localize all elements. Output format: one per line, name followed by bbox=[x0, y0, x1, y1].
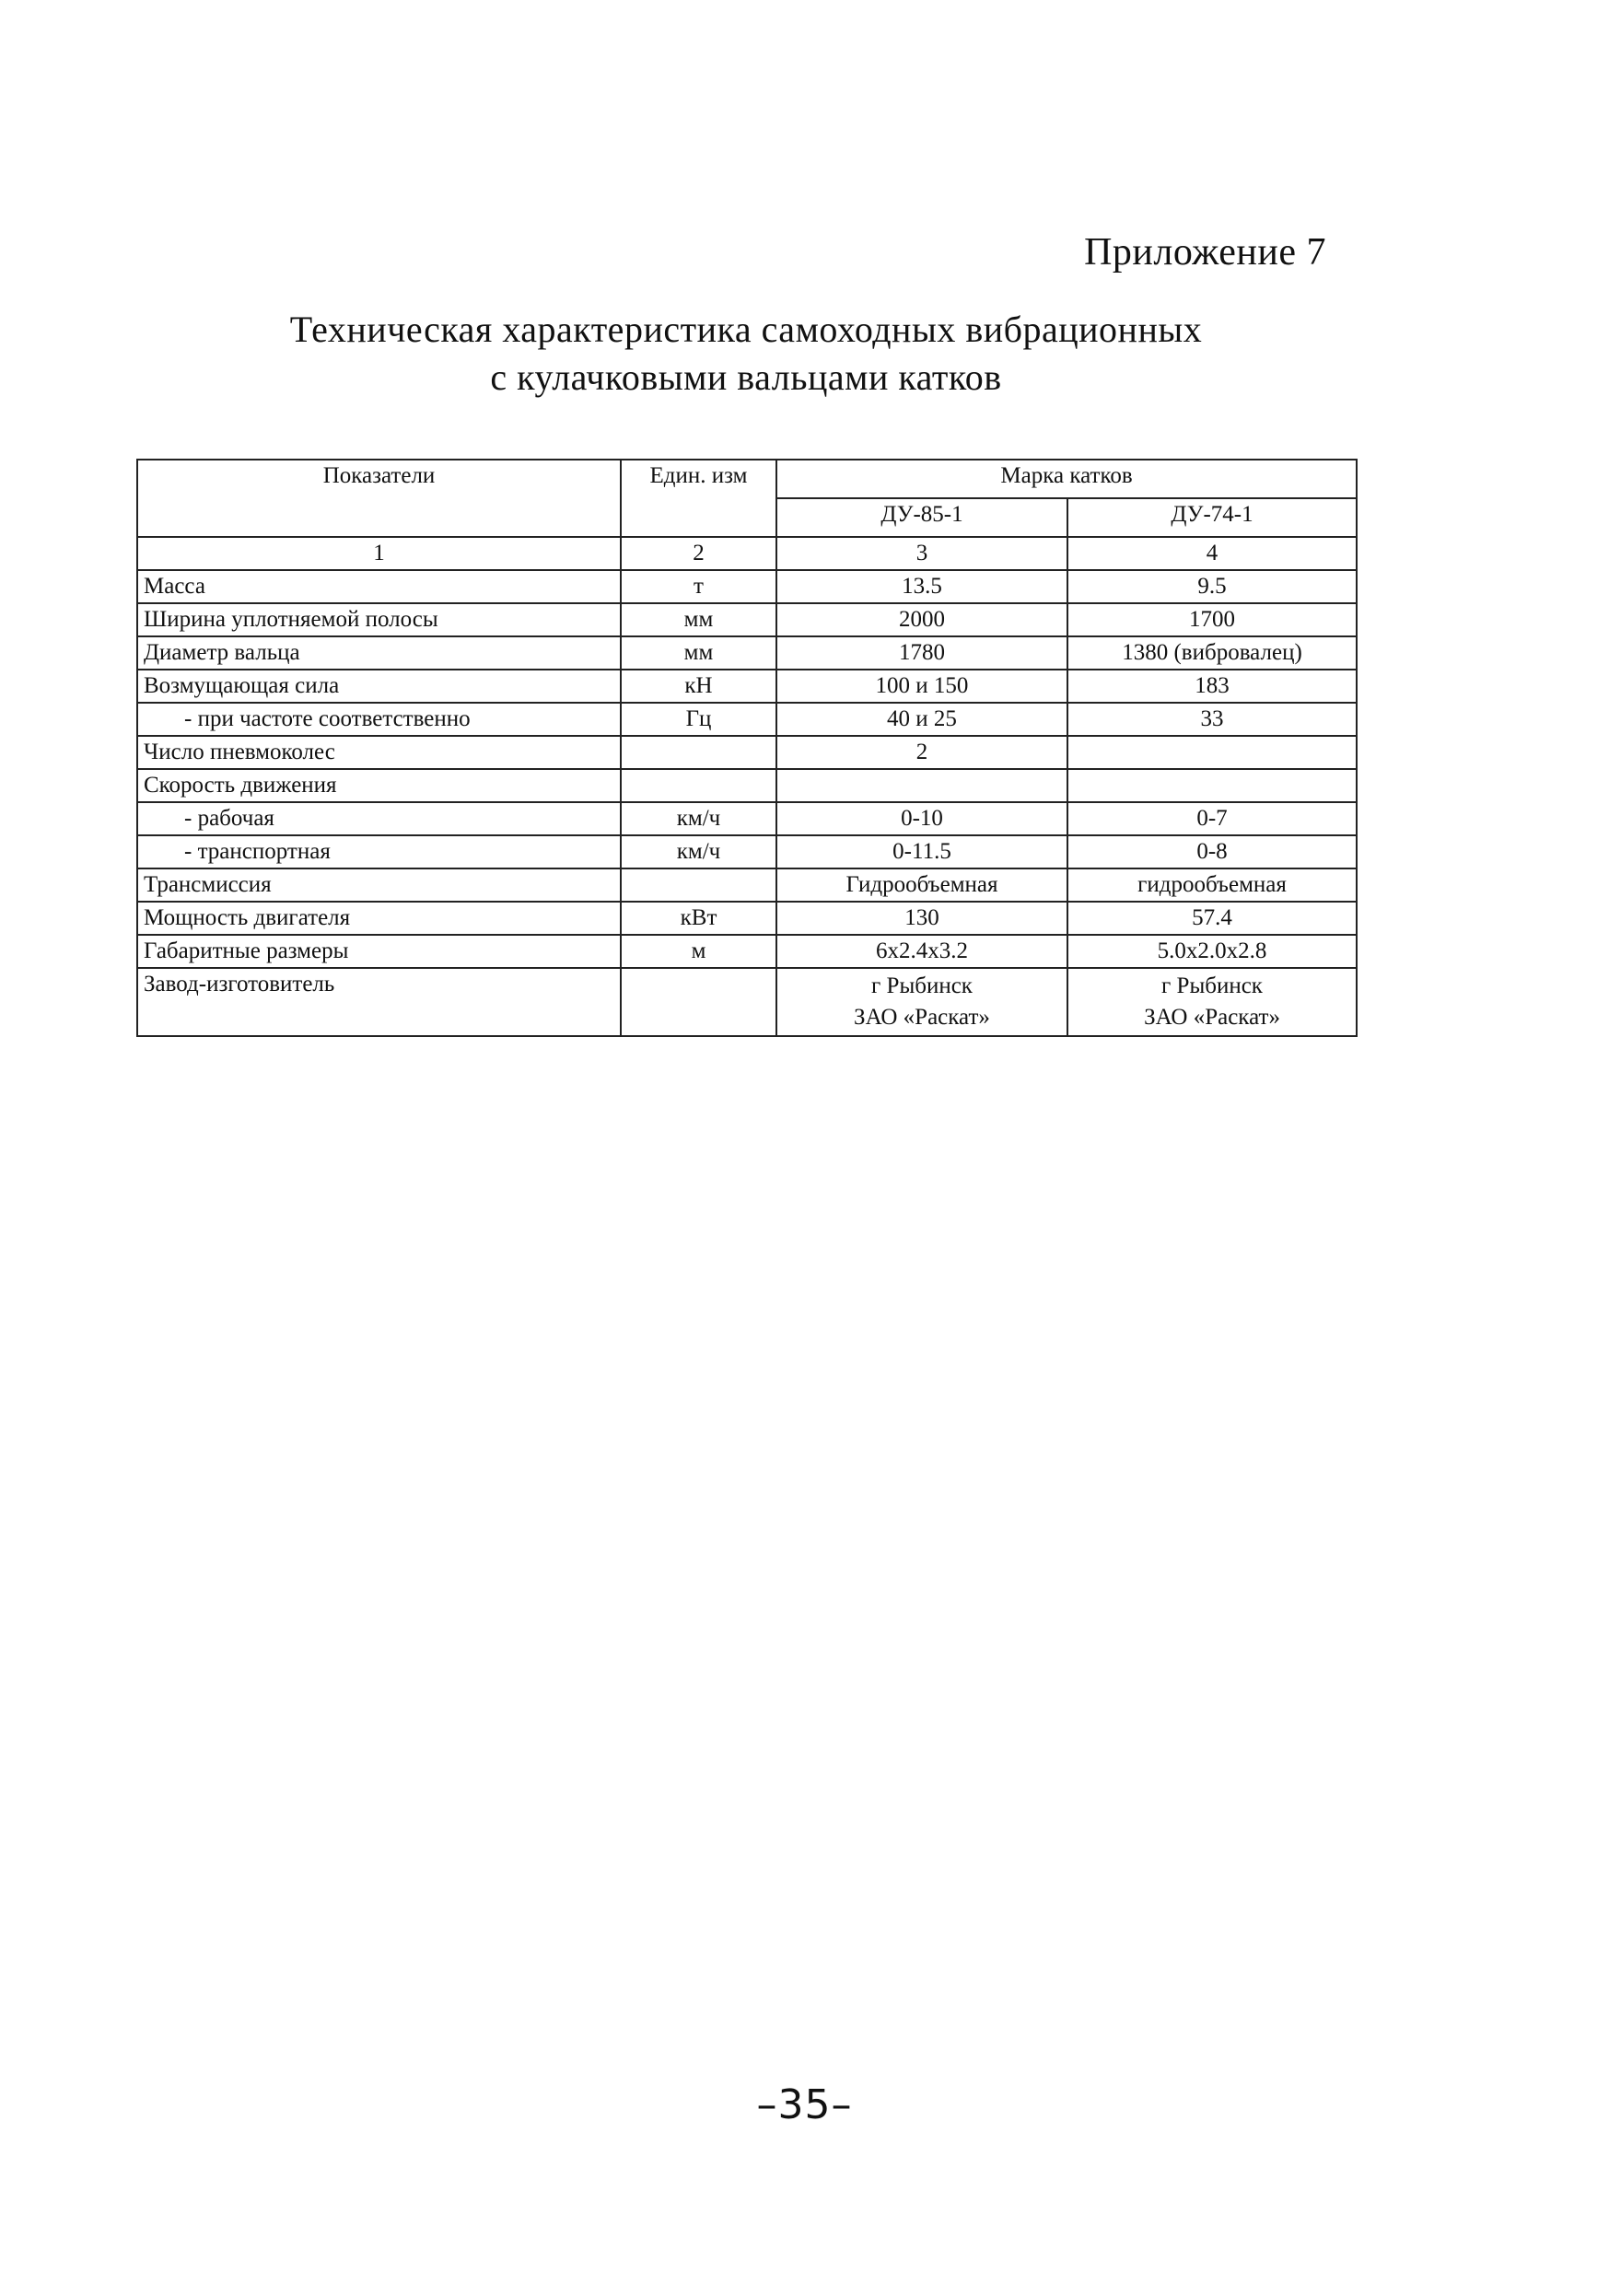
row-unit: т bbox=[621, 570, 776, 603]
row-param: - при частоте соответственно bbox=[137, 703, 621, 736]
table-row bbox=[137, 868, 1357, 902]
header-unit: Един. изм bbox=[621, 460, 776, 537]
row-unit: м bbox=[621, 935, 776, 968]
manufacturer-city-2: г Рыбинск bbox=[1161, 973, 1263, 998]
row-param: Число пневмоколес bbox=[137, 736, 621, 769]
row-unit: кН bbox=[621, 670, 776, 703]
header-model-1: ДУ-85-1 bbox=[776, 498, 1067, 537]
row-param: - транспортная bbox=[137, 835, 621, 868]
header-brand: Марка катков bbox=[776, 460, 1357, 498]
row-value-2: 1380 (вибровалец) bbox=[1067, 636, 1357, 670]
col-number-3: 3 bbox=[776, 537, 1067, 570]
row-unit: мм bbox=[621, 603, 776, 636]
row-value-1: 2000 bbox=[776, 603, 1067, 636]
table-row bbox=[137, 835, 1357, 868]
row-param: Диаметр вальца bbox=[137, 636, 621, 670]
column-number-row bbox=[137, 537, 1357, 570]
row-param: Возмущающая сила bbox=[137, 670, 621, 703]
appendix-label: Приложение 7 bbox=[1084, 231, 1326, 274]
table-row bbox=[137, 670, 1357, 703]
title-line-1: Техническая характеристика самоходных вибрационных bbox=[289, 309, 1203, 350]
row-value-2: 0-7 bbox=[1067, 802, 1357, 835]
row-param: Скорость движения bbox=[137, 769, 621, 802]
row-param: Завод-изготовитель bbox=[137, 968, 621, 1036]
row-value-1: 0-10 bbox=[776, 802, 1067, 835]
row-param: Габаритные размеры bbox=[137, 935, 621, 968]
row-value-2: гидрообъемная bbox=[1067, 868, 1357, 902]
row-value-1: 40 и 25 bbox=[776, 703, 1067, 736]
row-value-1: 13.5 bbox=[776, 570, 1067, 603]
row-value-2 bbox=[1067, 736, 1357, 769]
row-value-1: 130 bbox=[776, 902, 1067, 935]
manufacturer-value-2 bbox=[1067, 968, 1357, 1036]
row-value-2: 57.4 bbox=[1067, 902, 1357, 935]
page-number: –35– bbox=[756, 2081, 853, 2128]
row-param: Масса bbox=[137, 570, 621, 603]
row-unit bbox=[621, 769, 776, 802]
table-row bbox=[137, 802, 1357, 835]
table-row bbox=[137, 935, 1357, 968]
row-value-1: 1780 bbox=[776, 636, 1067, 670]
table-header-row bbox=[137, 460, 1357, 498]
table-row bbox=[137, 703, 1357, 736]
row-value-2: 5.0х2.0х2.8 bbox=[1067, 935, 1357, 968]
row-value-2 bbox=[1067, 769, 1357, 802]
row-value-1 bbox=[776, 769, 1067, 802]
row-unit: кВт bbox=[621, 902, 776, 935]
row-value-1: 100 и 150 bbox=[776, 670, 1067, 703]
col-number-2: 2 bbox=[621, 537, 776, 570]
row-value-1: 0-11.5 bbox=[776, 835, 1067, 868]
header-param: Показатели bbox=[137, 460, 621, 537]
row-unit bbox=[621, 736, 776, 769]
row-unit: Гц bbox=[621, 703, 776, 736]
header-model-2: ДУ-74-1 bbox=[1067, 498, 1357, 537]
manufacturer-city-1: г Рыбинск bbox=[871, 973, 973, 998]
row-param: Ширина уплотняемой полосы bbox=[137, 603, 621, 636]
row-value-1: 6х2.4х3.2 bbox=[776, 935, 1067, 968]
table-row bbox=[137, 736, 1357, 769]
col-number-4: 4 bbox=[1067, 537, 1357, 570]
row-unit: км/ч bbox=[621, 802, 776, 835]
table-row bbox=[137, 603, 1357, 636]
row-param: Мощность двигателя bbox=[137, 902, 621, 935]
row-unit: мм bbox=[621, 636, 776, 670]
row-value-1: 2 bbox=[776, 736, 1067, 769]
col-number-1: 1 bbox=[137, 537, 621, 570]
manufacturer-company-2: ЗАО «Раскат» bbox=[1144, 1005, 1280, 1030]
row-value-2: 183 bbox=[1067, 670, 1357, 703]
row-param: - рабочая bbox=[137, 802, 621, 835]
row-param: Трансмиссия bbox=[137, 868, 621, 902]
manufacturer-company-1: ЗАО «Раскат» bbox=[854, 1005, 990, 1030]
table-row bbox=[137, 636, 1357, 670]
table-row bbox=[137, 570, 1357, 603]
row-value-2: 9.5 bbox=[1067, 570, 1357, 603]
manufacturer-value-1 bbox=[776, 968, 1067, 1036]
table-row bbox=[137, 769, 1357, 802]
row-unit bbox=[621, 968, 776, 1036]
manufacturer-row bbox=[137, 968, 1357, 1036]
row-value-2: 0-8 bbox=[1067, 835, 1357, 868]
document-title bbox=[166, 306, 1326, 402]
table-row bbox=[137, 902, 1357, 935]
title-line-2: с кулачковыми вальцами катков bbox=[490, 356, 1002, 398]
row-value-2: 1700 bbox=[1067, 603, 1357, 636]
row-unit bbox=[621, 868, 776, 902]
row-unit: км/ч bbox=[621, 835, 776, 868]
spec-table bbox=[136, 459, 1358, 1037]
row-value-1: Гидрообъемная bbox=[776, 868, 1067, 902]
row-value-2: 33 bbox=[1067, 703, 1357, 736]
